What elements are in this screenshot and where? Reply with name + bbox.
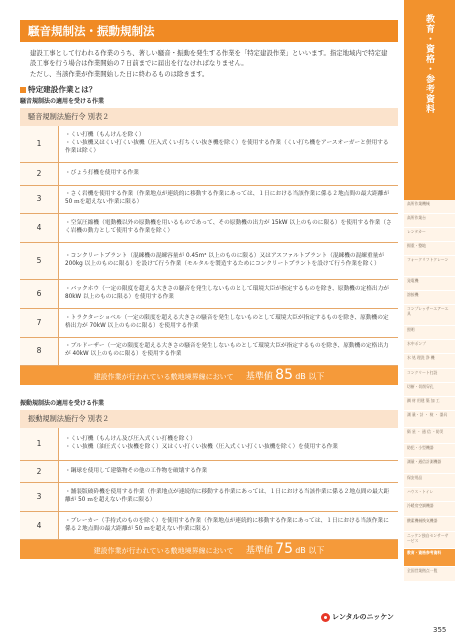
row-description [59, 512, 399, 540]
description-line: ・びょう打機を使用する作業 [65, 169, 139, 176]
vibration-subheading: 振動規制法の適用を受ける作業 [20, 399, 105, 407]
side-nav-item[interactable]: 高所作業機械 [404, 200, 455, 214]
side-nav-item[interactable]: コンプレッサーエアーエ具 [404, 305, 455, 326]
intro-paragraph-2: ただし、当該作業が作業開始した日に終わるものは除きます。 [30, 69, 209, 78]
section-heading [20, 84, 398, 95]
row-description [59, 428, 399, 461]
noise-bar-label: 基準値 [245, 371, 273, 382]
page-title: 騒音規制法・振動規制法 [20, 20, 398, 42]
table-row [20, 185, 398, 213]
side-nav-item[interactable]: 衛 星 ・ 通 信 ・防災 [404, 428, 455, 444]
intro-paragraph-1: 建設工事として行われる作業のうち、著しい騒音・振動を発生する作業を「特定建設作業」といいます。指定地域内で特定建設工事を行う場合は作業開始の７日前までに届出を行なければなりません。 [30, 49, 388, 68]
vibration-bar-label: 基準値 [245, 546, 273, 557]
side-nav-item[interactable]: 測 量・計 ・ 検 ・ 器具 [404, 411, 455, 428]
vibration-bar-unit: dB 以下 [295, 546, 325, 556]
row-number: 1 [20, 428, 59, 461]
side-nav-item[interactable]: 全国営業拠点一覧 [404, 567, 455, 582]
side-nav-item[interactable]: レンタカー [404, 228, 455, 242]
side-nav-item[interactable]: 教育・資格参考資料 [404, 549, 455, 567]
row-description [59, 337, 399, 365]
side-nav-item[interactable]: 照明 [404, 326, 455, 340]
side-nav-item[interactable]: 防犯・小型機器 [404, 444, 455, 458]
description-line: ・舗装版破砕機を使用する作業（作業地点が連続的に移動する作業にあっては、１日における当該作業に係る２地点間の最大距離が 50 ｍを超えない作業に限る） [65, 489, 390, 504]
description-line: ・さく岩機を使用する作業（作業地点が連続的に移動する作業にあっては、１日における当該作業に係る２地点間の最大距離が 50 ｍを超えない作業に限る） [65, 191, 390, 206]
row-number: 4 [20, 512, 59, 540]
row-description [59, 185, 399, 213]
noise-table-title: 騒音規制法施行令 別表２ [20, 108, 398, 126]
row-number: 3 [20, 185, 59, 213]
row-description [59, 213, 399, 242]
side-nav-item[interactable]: 高所作業台 [404, 214, 455, 228]
description-line: ・空気圧縮機（電動機以外の原動機を用いるものであって、その原動機の出力が 15kW 以上のものに限る）を使用する作業（さく岩機の動力として使用する作業を除く） [65, 219, 392, 234]
page-number: 355 [433, 626, 447, 634]
row-number: 4 [20, 213, 59, 242]
row-description [59, 461, 399, 483]
side-nav-item[interactable]: 揚重・整地 [404, 242, 455, 256]
noise-standard-bar [20, 366, 398, 385]
row-description [59, 308, 399, 337]
side-nav-item[interactable]: コンクリート打設 [404, 369, 455, 383]
row-description [59, 242, 399, 279]
side-nav-item[interactable]: フォークリフトクレーン [404, 256, 455, 277]
vibration-table [20, 428, 398, 541]
section-heading-text: 特定建設作業とは？ [28, 85, 97, 95]
description-line: ・ブルドーザー（一定の限度を超える大きさの騒音を発生しないものとして環境大臣が指定するものを除き、原動機の定格出力が 40kW 以上のものに限る）を使用する作業 [65, 343, 389, 358]
table-row [20, 308, 398, 337]
intro-text [30, 48, 390, 79]
row-number: 5 [20, 242, 59, 279]
side-index-tab [404, 0, 455, 644]
square-bullet-icon [20, 87, 26, 93]
row-number: 6 [20, 279, 59, 308]
nikken-logo [321, 612, 394, 622]
nikken-logo-text: レンタルのニッケン [332, 613, 394, 621]
noise-subheading: 騒音規制法の適用を受ける作業 [20, 98, 105, 106]
vibration-bar-text: 建設作業が行われている敷地境界線において [93, 547, 234, 556]
table-row [20, 213, 398, 242]
description-line: ・くい打機（もんけんを除く） [65, 132, 145, 139]
description-line: ・バックホウ（一定の限度を超える大きさの騒音を発生しないものとして環境大臣が指定するものを除き、原動機の定格出力が 80kW 以上のものに限る）を使用する作業 [65, 285, 389, 300]
row-number: 2 [20, 162, 59, 185]
nikken-logo-icon [321, 613, 330, 622]
table-row [20, 483, 398, 512]
description-line: ・くい抜機（油圧式くい抜機を除く）又はくい打くい抜機（圧入式くい打くい抜機を除く）を使用する作業 [65, 443, 338, 450]
side-nav-item[interactable]: 溶接機 [404, 291, 455, 305]
side-nav-item[interactable]: 発電機 [404, 277, 455, 291]
side-nav-item[interactable]: ニッケン独自センサーサービス [404, 532, 455, 549]
table-row [20, 279, 398, 308]
side-nav-item[interactable]: 切断・切削穿孔 [404, 383, 455, 397]
row-description [59, 126, 399, 162]
description-line: ・トラクターショベル（一定の限度を超える大きさの騒音を発生しないものとして環境大臣が指定するものを除き、原動機の定格出力が 70kW 以上のものに限る）を使用する作業 [65, 314, 389, 329]
side-nav-item[interactable]: 水中ポンプ [404, 340, 455, 354]
row-number: 7 [20, 308, 59, 337]
side-nav-item[interactable]: 酸素機械換気機器 [404, 517, 455, 532]
side-nav-item[interactable]: 測量・通信計測機器 [404, 458, 455, 474]
noise-bar-text: 建設作業が行われている敷地境界線において [93, 372, 234, 381]
table-row [20, 162, 398, 185]
noise-bar-unit: dB 以下 [295, 371, 325, 381]
side-nav-item[interactable]: ハウス・トイレ [404, 488, 455, 502]
side-nav-item[interactable]: 保安用品 [404, 474, 455, 488]
row-description [59, 162, 399, 185]
side-tab-header [404, 0, 455, 200]
vibration-bar-value: 75 [275, 541, 293, 558]
vibration-standard-bar [20, 540, 398, 559]
row-description [59, 483, 399, 512]
table-row [20, 461, 398, 483]
row-number: 2 [20, 461, 59, 483]
side-nav-item[interactable]: 冷暖房空調機器 [404, 502, 455, 517]
description-line: ・ブレーカー（手持式のものを除く）を使用する作業（作業地点が連続的に移動する作業にあっては、１日における当該作業に係る２地点間の最大距離が 50 ｍを超えない作業に限る） [65, 517, 389, 532]
side-nav-list [404, 200, 455, 582]
description-line: ・くい打機（もんけん及び圧入式くい打機を除く） [65, 436, 196, 443]
main-content [20, 20, 398, 559]
table-row [20, 512, 398, 540]
table-row [20, 242, 398, 279]
side-nav-item[interactable]: 鋼 材 用建 築 加 工 [404, 397, 455, 411]
description-line: ・鋼球を使用して建築物その他の工作物を破壊する作業 [65, 467, 208, 474]
vibration-table-title: 振動規制法施行令 別表２ [20, 410, 398, 428]
side-tab-header-text: 教育・資格・参考資料 [424, 14, 434, 114]
table-row [20, 428, 398, 461]
side-nav-item[interactable]: 水 処 理洗 浄 機 [404, 354, 455, 369]
table-row [20, 126, 398, 162]
noise-table [20, 126, 398, 366]
row-number: 3 [20, 483, 59, 512]
description-line: ・コンクリートプラント（混練機の混練容量が 0.45m³ 以上のものに限る）又はアスファルトプラント（混練機の混練重量が 200kg 以上のものに限る）を設けて行う作業（モルタルを製造するためにコンクリートプラントを設けて行う作業を除く） [65, 252, 385, 267]
row-number: 1 [20, 126, 59, 162]
table-row [20, 337, 398, 365]
noise-bar-value: 85 [275, 366, 293, 383]
description-line: ・くい抜機又はくい打くい抜機（圧入式くい打ちくい抜き機を除く）を使用する作業（くい打ち機をアースオーガーと併用する作業は除く） [65, 140, 389, 154]
row-description [59, 279, 399, 308]
row-number: 8 [20, 337, 59, 365]
